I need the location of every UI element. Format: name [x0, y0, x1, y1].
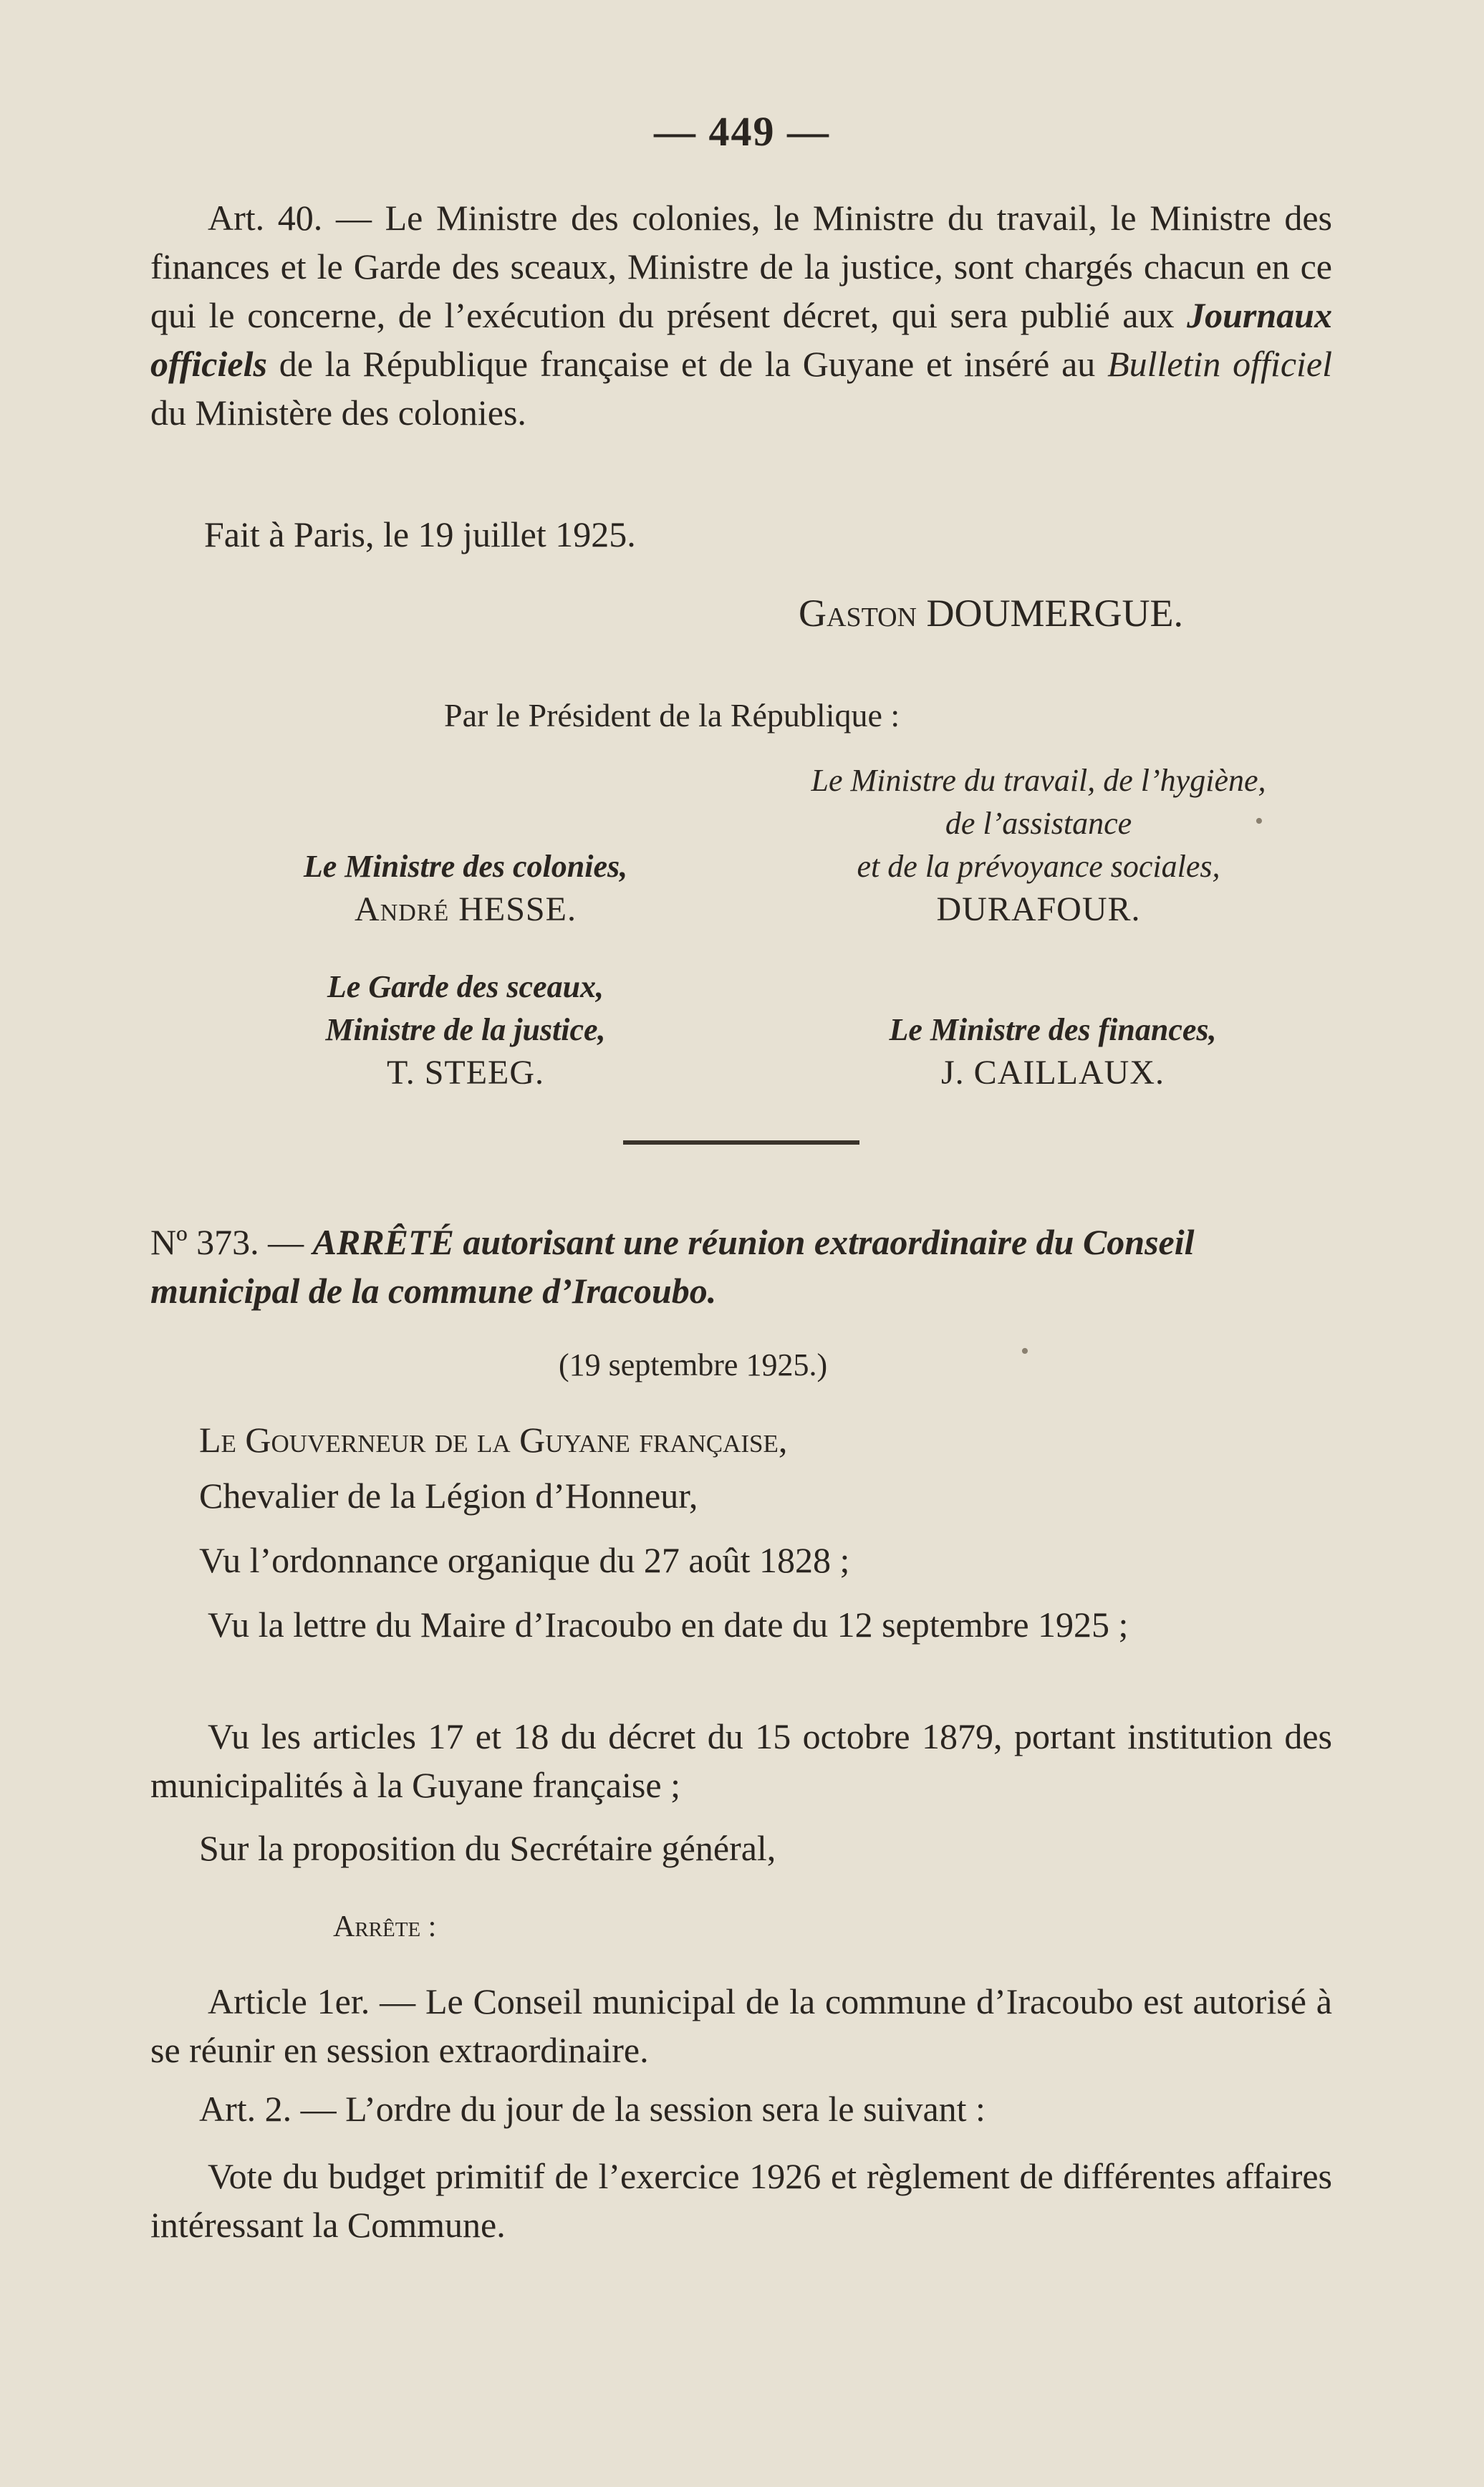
arrete-date: (19 septembre 1925.) — [559, 1347, 828, 1382]
signed-at: Fait à Paris, le 19 juillet 1925. — [204, 514, 636, 554]
article-40-end: du Ministère des colonies. — [150, 393, 526, 433]
signature-justice — [215, 966, 716, 1095]
by-president: Par le Président de la République : — [444, 697, 900, 733]
justice-name: T. STEEG. — [386, 1054, 545, 1092]
colonies-title: Le Ministre des colonies, — [303, 849, 628, 884]
section-divider — [623, 1140, 859, 1145]
finances-name: J. CAILLAUX. — [941, 1054, 1165, 1092]
arrete-title: ARRÊTÉ autorisant une réunion extraordinaire du Conseil municipal de la commune d’Iracoubo. — [150, 1222, 1195, 1311]
justice-title-1: Le Garde des sceaux, — [327, 969, 604, 1004]
finances-title: Le Ministre des finances, — [889, 1012, 1217, 1047]
signature-labour — [731, 759, 1346, 931]
signature-finances — [802, 1009, 1304, 1095]
labour-title-2: de l’assistance — [945, 806, 1132, 841]
arrete-heading — [150, 1218, 1332, 1315]
vote-line: Vote du budget primitif de l’exercice 1926 et règlement de différentes affaires intéressant la Commune. — [150, 2156, 1332, 2245]
vu-articles: Vu les articles 17 et 18 du décret du 15 octobre 1879, portant institution des municipalités à la Guyane française ; — [150, 1716, 1332, 1805]
vu-ordonnance: Vu l’ordonnance organique du 27 août 1828 ; — [199, 1540, 850, 1580]
labour-title-3: et de la prévoyance sociales, — [857, 849, 1220, 884]
arrete-number: Nº 373. — — [150, 1222, 313, 1262]
article-1: Article 1er. — Le Conseil municipal de la commune d’Iracoubo est autorisé à se réunir en session extraordinaire. — [150, 1981, 1332, 2070]
colonies-name: André HESSE. — [355, 890, 577, 928]
page-speck-mark: • — [1255, 808, 1263, 834]
president-name: Gaston DOUMERGUE. — [799, 592, 1183, 635]
arrete-label: Arrête : — [333, 1910, 437, 1943]
labour-title-1: Le Ministre du travail, de l’hygiène, — [811, 763, 1266, 798]
page-number: — 449 — — [654, 108, 830, 155]
journals-title: Journaux officiels — [150, 295, 1332, 384]
chevalier-line: Chevalier de la Légion d’Honneur, — [199, 1476, 698, 1516]
article-2: Art. 2. — L’ordre du jour de la session sera le suivant : — [199, 2089, 986, 2129]
article-40-text: Art. 40. — Le Ministre des colonies, le Ministre du travail, le Ministre des finances et le Garde des sceaux, Ministre de la justice, sont chargés chacun en ce qui le concerne, de l’exécution du présent décret, qui sera publié aux — [150, 198, 1332, 335]
article-40-mid: de la République française et de la Guyane et inséré au — [266, 344, 1108, 384]
labour-name: DURAFOUR. — [936, 890, 1141, 928]
bulletin-title: Bulletin officiel — [1107, 344, 1332, 384]
page-speck-mark: • — [1021, 1338, 1029, 1365]
vu-lettre: Vu la lettre du Maire d’Iracoubo en date du 12 septembre 1925 ; — [208, 1605, 1129, 1645]
article-40 — [150, 193, 1332, 437]
justice-title-2: Ministre de la justice, — [325, 1012, 606, 1047]
governor-line: Le Gouverneur de la Guyane française, — [199, 1420, 788, 1460]
signature-colonies — [215, 845, 716, 931]
sur-proposition: Sur la proposition du Secrétaire général, — [199, 1828, 776, 1868]
